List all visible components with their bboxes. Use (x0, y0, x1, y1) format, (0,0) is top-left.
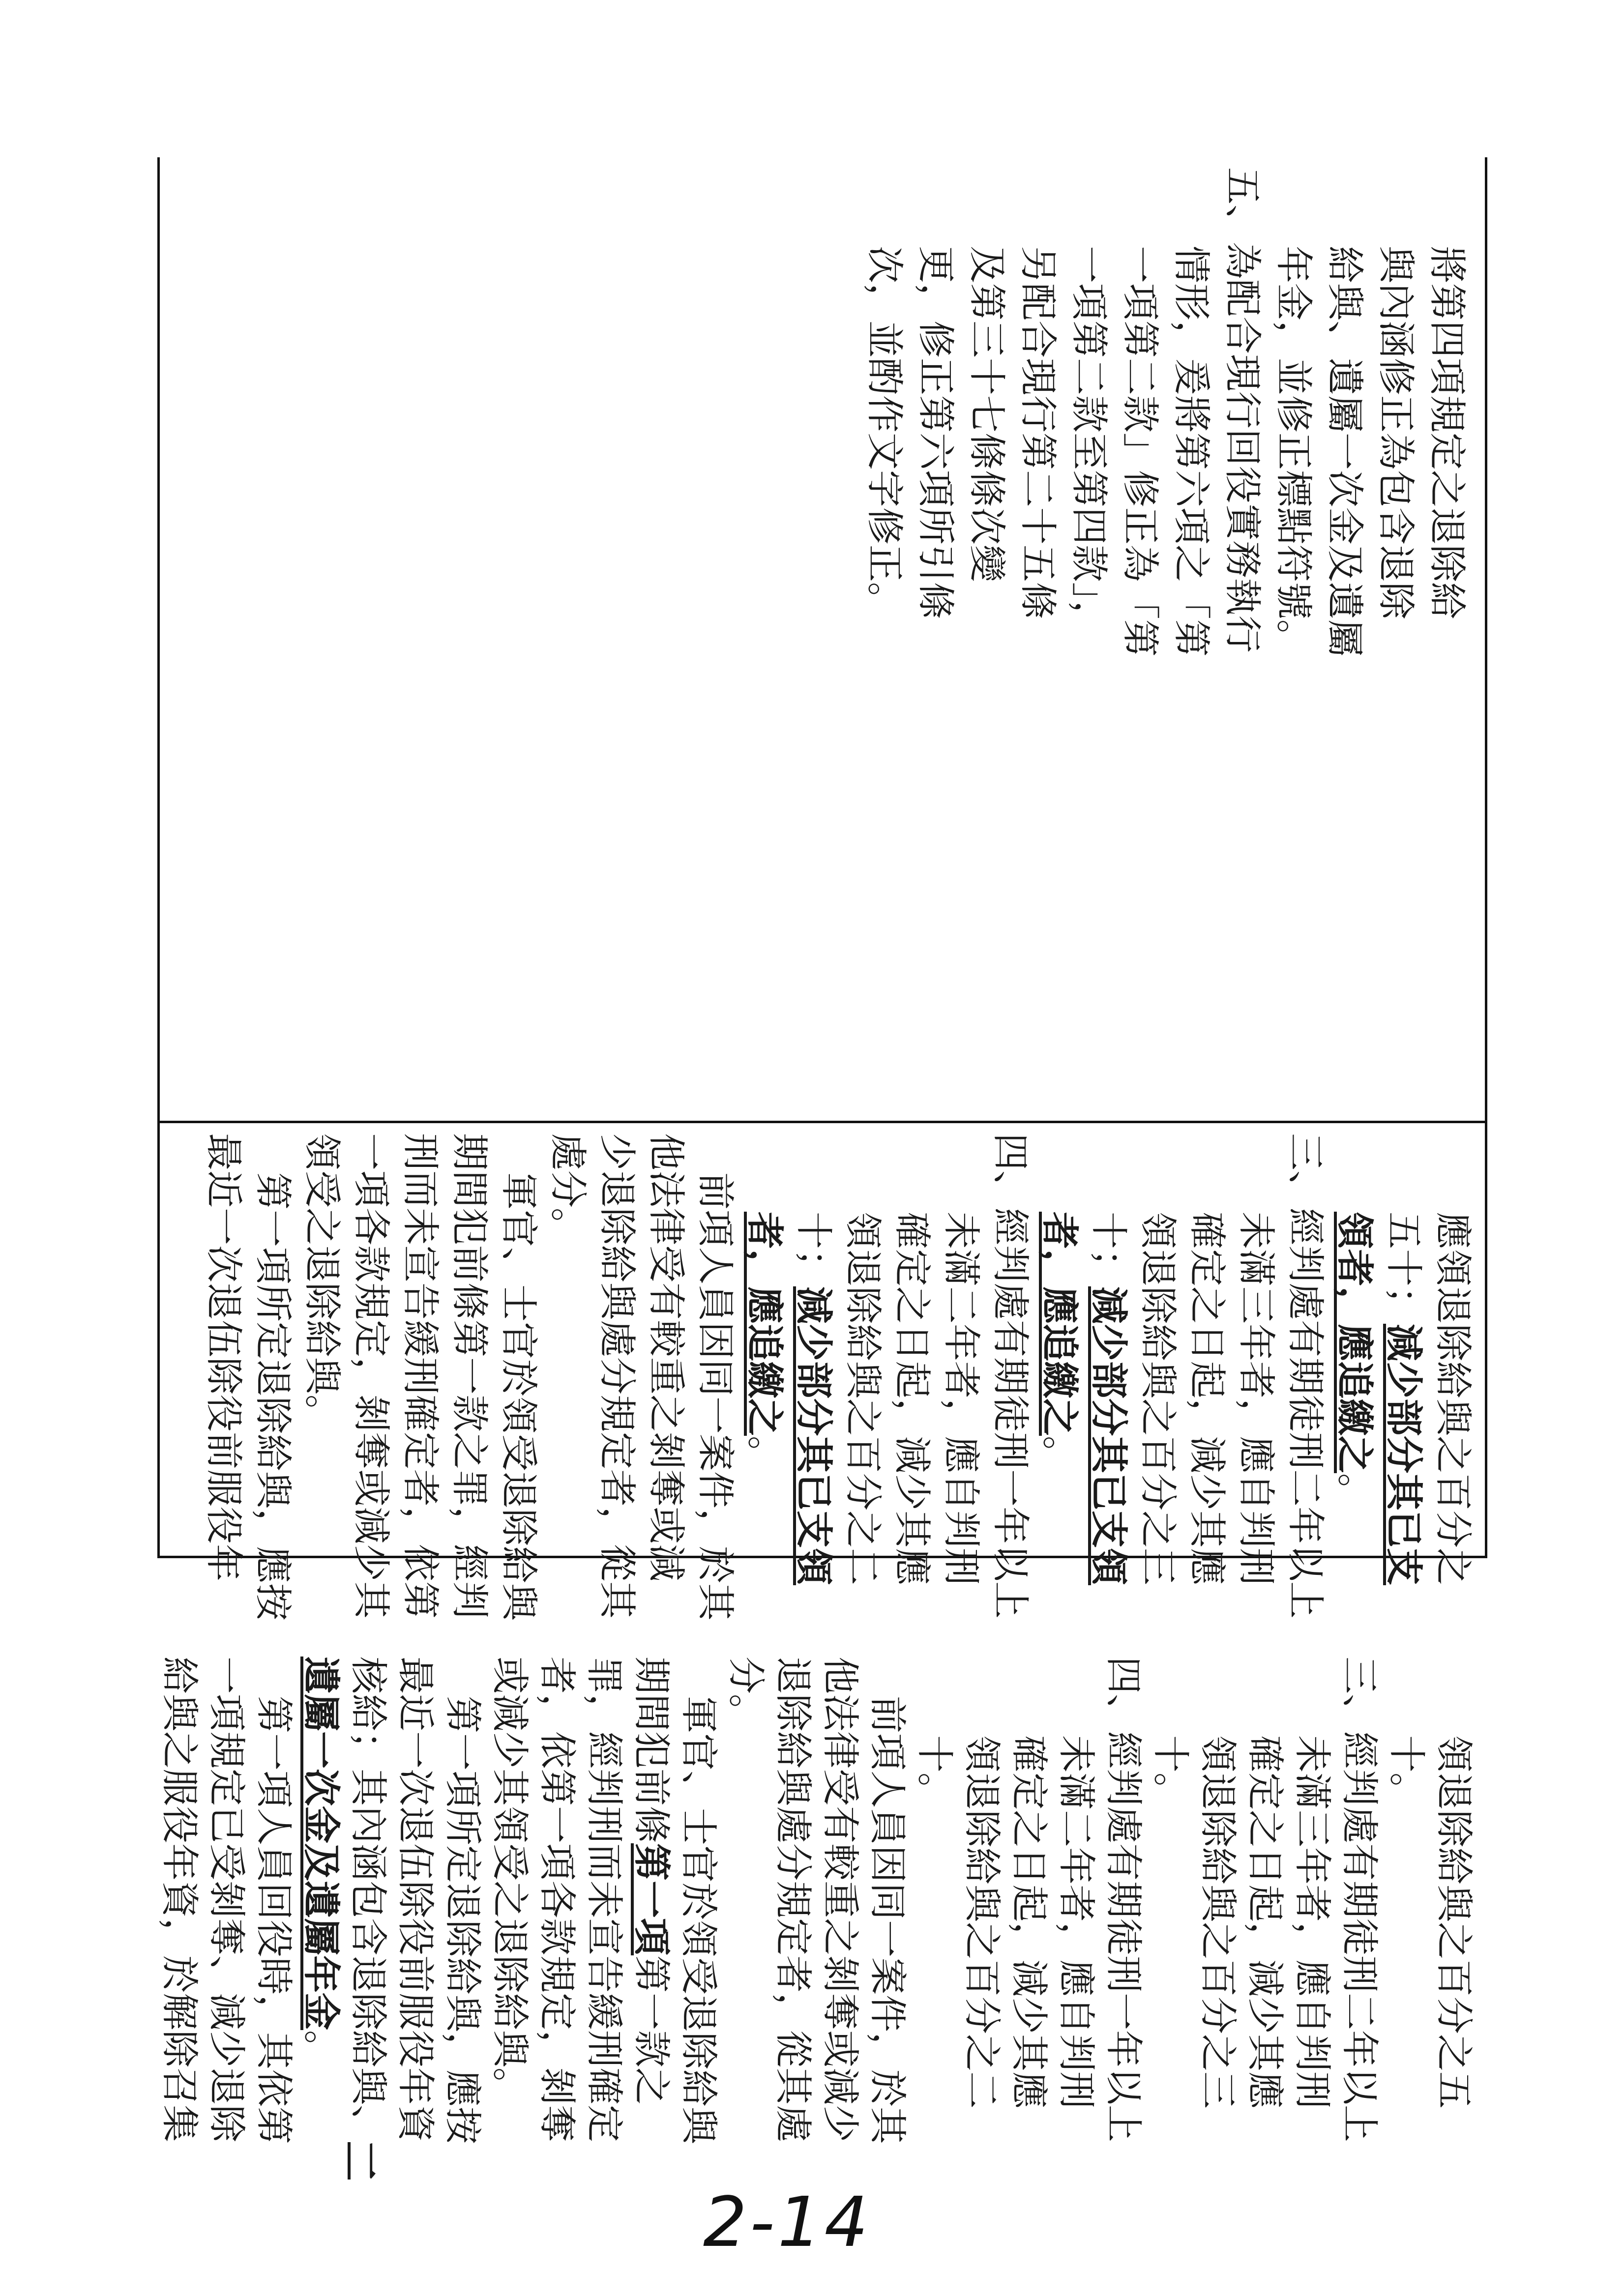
underlined-amendment: 領者，應追繳之 (1333, 1212, 1377, 1473)
text-line: 軍官、士官於領受退除給與 (497, 1172, 541, 1621)
text-line: 一項第二款至第四款」， (1067, 246, 1111, 638)
text-segment: 第一款之 (630, 1955, 674, 2105)
text-line: 未滿三年者，應自判刑 (1291, 1735, 1334, 2109)
text-line: 三、經判處有期徒刑二年以上 (1284, 1133, 1328, 1619)
text-segment: 。 (1333, 1473, 1377, 1511)
text-line: 前項人員因同一案件，於其 (866, 1696, 910, 2144)
text-line: 軍官、士官於領受退除給與 (677, 1696, 721, 2144)
text-line: 或減少其領受之退除給與。 (488, 1657, 532, 2105)
underlined-amendment: 者，應追繳之 (1038, 1212, 1082, 1436)
text-line: 及第三十七條條次變 (965, 246, 1009, 582)
text-line: 他法律受有較重之剝奪或減少 (819, 1657, 862, 2142)
text-line: 給與之服役年資，於解除召集 (158, 1657, 202, 2142)
underlined-amendment: 第一項 (630, 1843, 674, 1955)
text-line: 他法律受有較重之剝奪或減 (645, 1133, 688, 1581)
text-line: 十。 (913, 1735, 957, 1810)
text-line: 第一項人員回役時，其依第 (252, 1696, 296, 2144)
text-line: 領退除給與之百分之三 (1196, 1735, 1240, 2109)
text-line: 退除給與處分規定者，從其處 (771, 1657, 815, 2142)
text-segment: 十； (1087, 1212, 1131, 1286)
text-line: 另配合現行第二十五條 (1016, 246, 1060, 619)
text-line: 更，修正第六項所引條 (914, 246, 958, 619)
text-line: 領退除給與之百分之三 (1136, 1212, 1180, 1585)
text-line: 一項第二款」修正為「第 (1119, 246, 1162, 657)
current-law-column (199, 1133, 1477, 1621)
text-line: 四、經判處有期徒刑一年以上 (989, 1133, 1033, 1619)
text-line: 處分。 (546, 1133, 590, 1245)
text-line: 將第四項規定之退除給 (1425, 246, 1469, 619)
text-line: 給與、遺屬一次金及遺屬 (1323, 246, 1367, 657)
text-segment: 核給；其內涵包含退除給與、 (347, 1657, 390, 2142)
text-line: 與內涵修正為包含退除 (1374, 246, 1418, 619)
page-number: 2-14 (703, 2182, 871, 2263)
text-line: 最近一次退伍除役前服役年 (202, 1133, 246, 1581)
law-text-layer (157, 157, 1487, 2296)
text-line: 一項規定已受剝奪、減少退除 (205, 1657, 249, 2142)
text-line: 期間犯前條第一款之罪，經判 (448, 1133, 492, 1619)
text-line: 未滿二年者，應自判刑 (940, 1212, 983, 1585)
underlined-amendment: 者，應追繳之 (743, 1212, 787, 1436)
text-line: 確定之日起，減少其應 (1007, 1735, 1051, 2109)
text-line: 確定之日起，減少其應 (1185, 1212, 1229, 1585)
underlined-amendment: 遺屬一次金及遺屬年金 (299, 1657, 343, 2030)
text-line: 十。 (1149, 1735, 1193, 1810)
text-line: 分。 (724, 1657, 768, 1731)
underlined-amendment: 減少部分其已支領 (1087, 1286, 1131, 1585)
text-line: 情形，爰將第六項之「第 (1170, 246, 1213, 657)
underlined-amendment: 減少部分其已支 (1382, 1324, 1426, 1585)
text-line: 一項各款規定，剝奪或減少其 (350, 1133, 393, 1619)
text-line: 第一項所定退除給與，應按 (441, 1696, 485, 2144)
text-line: 未滿二年者，應自判刑 (1055, 1735, 1098, 2109)
text-line: 未滿三年者，應自判刑 (1235, 1212, 1278, 1585)
text-line: 確定之日起，減少其應 (1243, 1735, 1287, 2109)
text-line: 罪，經判刑而未宣告緩刑確定 (583, 1657, 626, 2142)
text-segment: 十； (792, 1212, 836, 1286)
text-line: 領退除給與之百分之二 (841, 1212, 885, 1585)
text-line: 三、經判處有期徒刑二年以上 (1338, 1657, 1382, 2142)
text-line: 刑而未宣告緩刑確定者，依第 (399, 1133, 443, 1619)
text-line: 者，依第一項各款規定，剝奪 (535, 1657, 579, 2142)
text-line: 次，並酌作文字修正。 (863, 246, 907, 619)
text-line: 少退除給與處分規定者，從其 (595, 1133, 639, 1619)
text-segment: 期間犯前條 (630, 1657, 674, 1843)
text-line: 五、為配合現行回役實務執行 (1221, 167, 1265, 653)
text-line: 前項人員因同一案件，於其 (694, 1172, 738, 1621)
text-line: 第一項所定退除給與，應按 (251, 1172, 295, 1621)
text-line: 確定之日起，減少其應 (890, 1212, 934, 1585)
underlined-amendment: 減少部分其已支領 (792, 1286, 836, 1585)
text-segment: 。 (743, 1436, 787, 1473)
text-segment: 。 (299, 2030, 343, 2067)
text-segment: 。 (1038, 1436, 1082, 1473)
text-line: 年金，並修正標點符號。 (1272, 246, 1316, 657)
text-line: 領退除給與之百分之二 (960, 1735, 1004, 2109)
text-segment: 五十； (1382, 1212, 1426, 1324)
text-line: 領受之退除給與。 (300, 1133, 344, 1432)
text-line: 四、經判處有期徒刑一年以上 (1102, 1657, 1146, 2142)
text-line: 最近一次退伍除役前服役年資 (394, 1657, 438, 2142)
text-line: 十。 (1385, 1735, 1429, 1810)
text-line: 領退除給與之百分之五 (1432, 1735, 1476, 2109)
text-line: 應領退除給與之百分之 (1431, 1212, 1475, 1585)
underlined-amendment: 一 (347, 2142, 390, 2180)
